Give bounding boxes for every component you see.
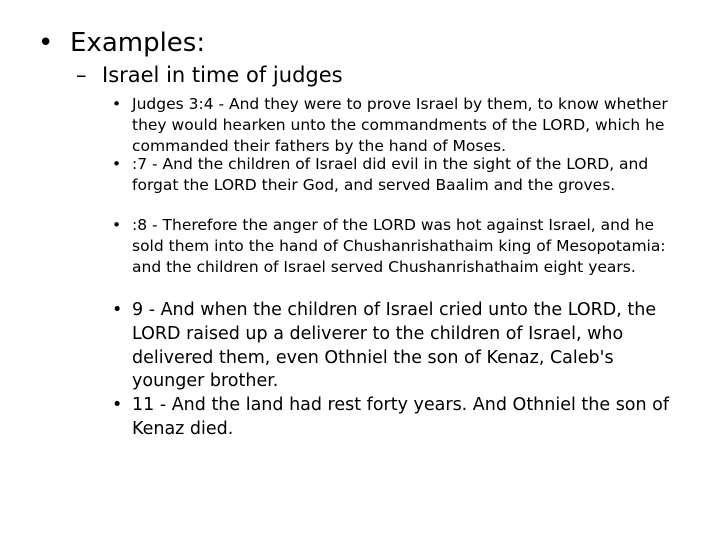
subheading-israel-judges xyxy=(76,61,696,89)
subheading-text: Israel in time of judges xyxy=(102,63,343,87)
bullet-marker: • xyxy=(112,155,122,173)
verse-item-judges-3-4 xyxy=(112,94,682,156)
verse-item-7 xyxy=(112,154,682,196)
bullet-marker: • xyxy=(38,28,54,58)
examples-heading xyxy=(38,26,698,60)
dash-marker: – xyxy=(76,63,87,87)
verse-text: 9 - And when the children of Israel cried unto the LORD, the LORD raised up a deliverer to the children of Israel, who delivered them, even Othniel the son of Kenaz, Caleb's younger brother. xyxy=(132,300,657,392)
bullet-marker: • xyxy=(112,95,122,113)
examples-heading-text: Examples: xyxy=(70,28,206,58)
verse-item-8 xyxy=(112,215,682,277)
verse-text: 11 - And the land had rest forty years. And Othniel the son of Kenaz died. xyxy=(132,395,670,439)
verse-text: Judges 3:4 - And they were to prove Israel by them, to know whether they would hearken unto the commandments of the LORD, which he commanded their fathers by the hand of Moses. xyxy=(132,95,668,155)
bullet-marker: • xyxy=(112,395,123,415)
verse-text: :8 - Therefore the anger of the LORD was hot against Israel, and he sold them into the hand of Chushanrishathaim king of Mesopotamia: and the children of Israel served Chushanrishathaim eight years. xyxy=(132,216,666,276)
verse-text: :7 - And the children of Israel did evil in the sight of the LORD, and forgat the LORD their God, and served Baalim and the groves. xyxy=(132,155,649,194)
bullet-marker: • xyxy=(112,300,123,320)
verse-item-9 xyxy=(112,299,687,394)
verse-item-11 xyxy=(112,394,687,442)
bullet-marker: • xyxy=(112,216,122,234)
